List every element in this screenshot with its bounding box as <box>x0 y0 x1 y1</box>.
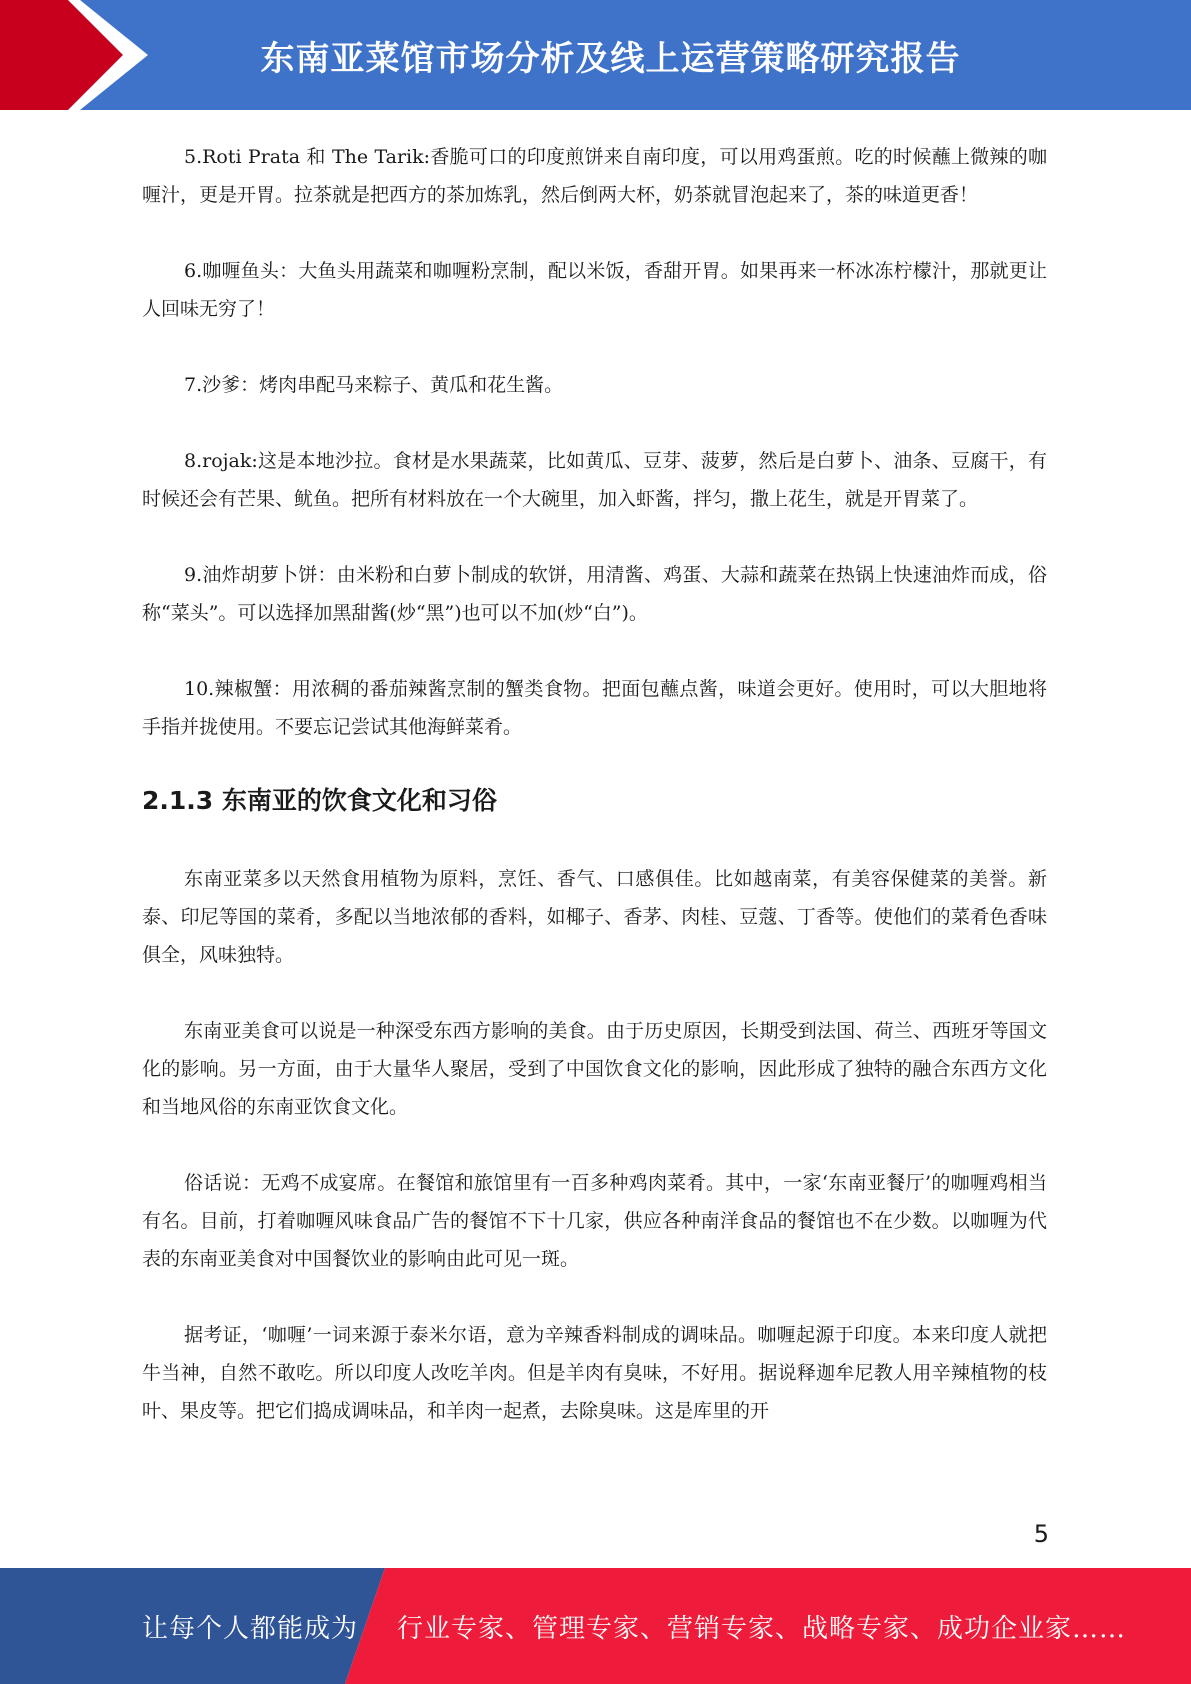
paragraph-east-west-influence: 东南亚美食可以说是一种深受东西方影响的美食。由于历史原因，长期受到法国、荷兰、西班牙等国文化的影响。另一方面，由于大量华人聚居，受到了中国饮食文化的影响，因此形成了独特的融合东西方文化和当地风俗的东南亚饮食文化。 <box>142 1020 1047 1118</box>
header-chevron-icon <box>0 0 150 110</box>
paragraph-curry-origin: 据考证，‘咖喱’一词来源于泰米尔语，意为辛辣香料制成的调味品。咖喱起源于印度。本来印度人就把牛当神，自然不敢吃。所以印度人改吃羊肉。但是羊肉有臭味，不好用。据说释迦牟尼教人用辛辣植物的枝叶、果皮等。把它们捣成调味品，和羊肉一起煮，去除臭味。这是库里的开 <box>142 1324 1047 1422</box>
report-title: 东南亚菜馆市场分析及线上运营策略研究报告 <box>260 38 961 79</box>
page-header-band <box>0 0 1191 110</box>
footer-slogan-right: 行业专家、管理专家、营销专家、战略专家、成功企业家…… <box>397 1613 1127 1644</box>
document-body <box>142 138 1047 1468</box>
paragraph-roti-prata: 5.Roti Prata 和 The Tarik:香脆可口的印度煎饼来自南印度，可以用鸡蛋煎。吃的时候蘸上微辣的咖喱汁，更是开胃。拉茶就是把西方的茶加炼乳，然后倒两大杯，奶茶就冒泡起来了，茶的味道更香！ <box>142 146 1047 206</box>
page-number: 5 <box>1033 1520 1049 1548</box>
footer-slogan-left: 让每个人都能成为 <box>142 1613 359 1644</box>
paragraph-chicken-dishes: 俗话说：无鸡不成宴席。在餐馆和旅馆里有一百多种鸡肉菜肴。其中，一家‘东南亚餐厅’的咖喱鸡相当有名。目前，打着咖喱风味食品广告的餐馆不下十几家，供应各种南洋食品的餐馆也不在少数。以咖喱为代表的东南亚美食对中国餐饮业的影响由此可见一斑。 <box>142 1172 1047 1270</box>
paragraph-carrot-cake: 9.油炸胡萝卜饼：由米粉和白萝卜制成的软饼，用清酱、鸡蛋、大蒜和蔬菜在热锅上快速油炸而成，俗称“菜头”。可以选择加黑甜酱(炒“黑”)也可以不加(炒“白”)。 <box>142 564 1047 624</box>
paragraph-rojak: 8.rojak:这是本地沙拉。食材是水果蔬菜，比如黄瓜、豆芽、菠萝，然后是白萝卜、油条、豆腐干，有时候还会有芒果、鱿鱼。把所有材料放在一个大碗里，加入虾酱，拌匀，撒上花生，就是开胃菜了。 <box>142 450 1047 510</box>
paragraph-satay: 7.沙爹：烤肉串配马来粽子、黄瓜和花生酱。 <box>184 374 564 396</box>
page-footer-band <box>0 1568 1191 1684</box>
section-heading: 2.1.3 东南亚的饮食文化和习俗 <box>142 786 497 815</box>
paragraph-curry-fish-head: 6.咖喱鱼头：大鱼头用蔬菜和咖喱粉烹制，配以米饭，香甜开胃。如果再来一杯冰冻柠檬汁，那就更让人回味无穷了！ <box>142 260 1047 320</box>
paragraph-chili-crab: 10.辣椒蟹：用浓稠的番茄辣酱烹制的蟹类食物。把面包蘸点酱，味道会更好。使用时，可以大胆地将手指并拢使用。不要忘记尝试其他海鲜菜肴。 <box>142 678 1047 738</box>
paragraph-ingredients: 东南亚菜多以天然食用植物为原料，烹饪、香气、口感俱佳。比如越南菜，有美容保健菜的美誉。新泰、印尼等国的菜肴，多配以当地浓郁的香料，如椰子、香茅、肉桂、豆蔻、丁香等。使他们的菜肴色香味俱全，风味独特。 <box>142 868 1047 966</box>
